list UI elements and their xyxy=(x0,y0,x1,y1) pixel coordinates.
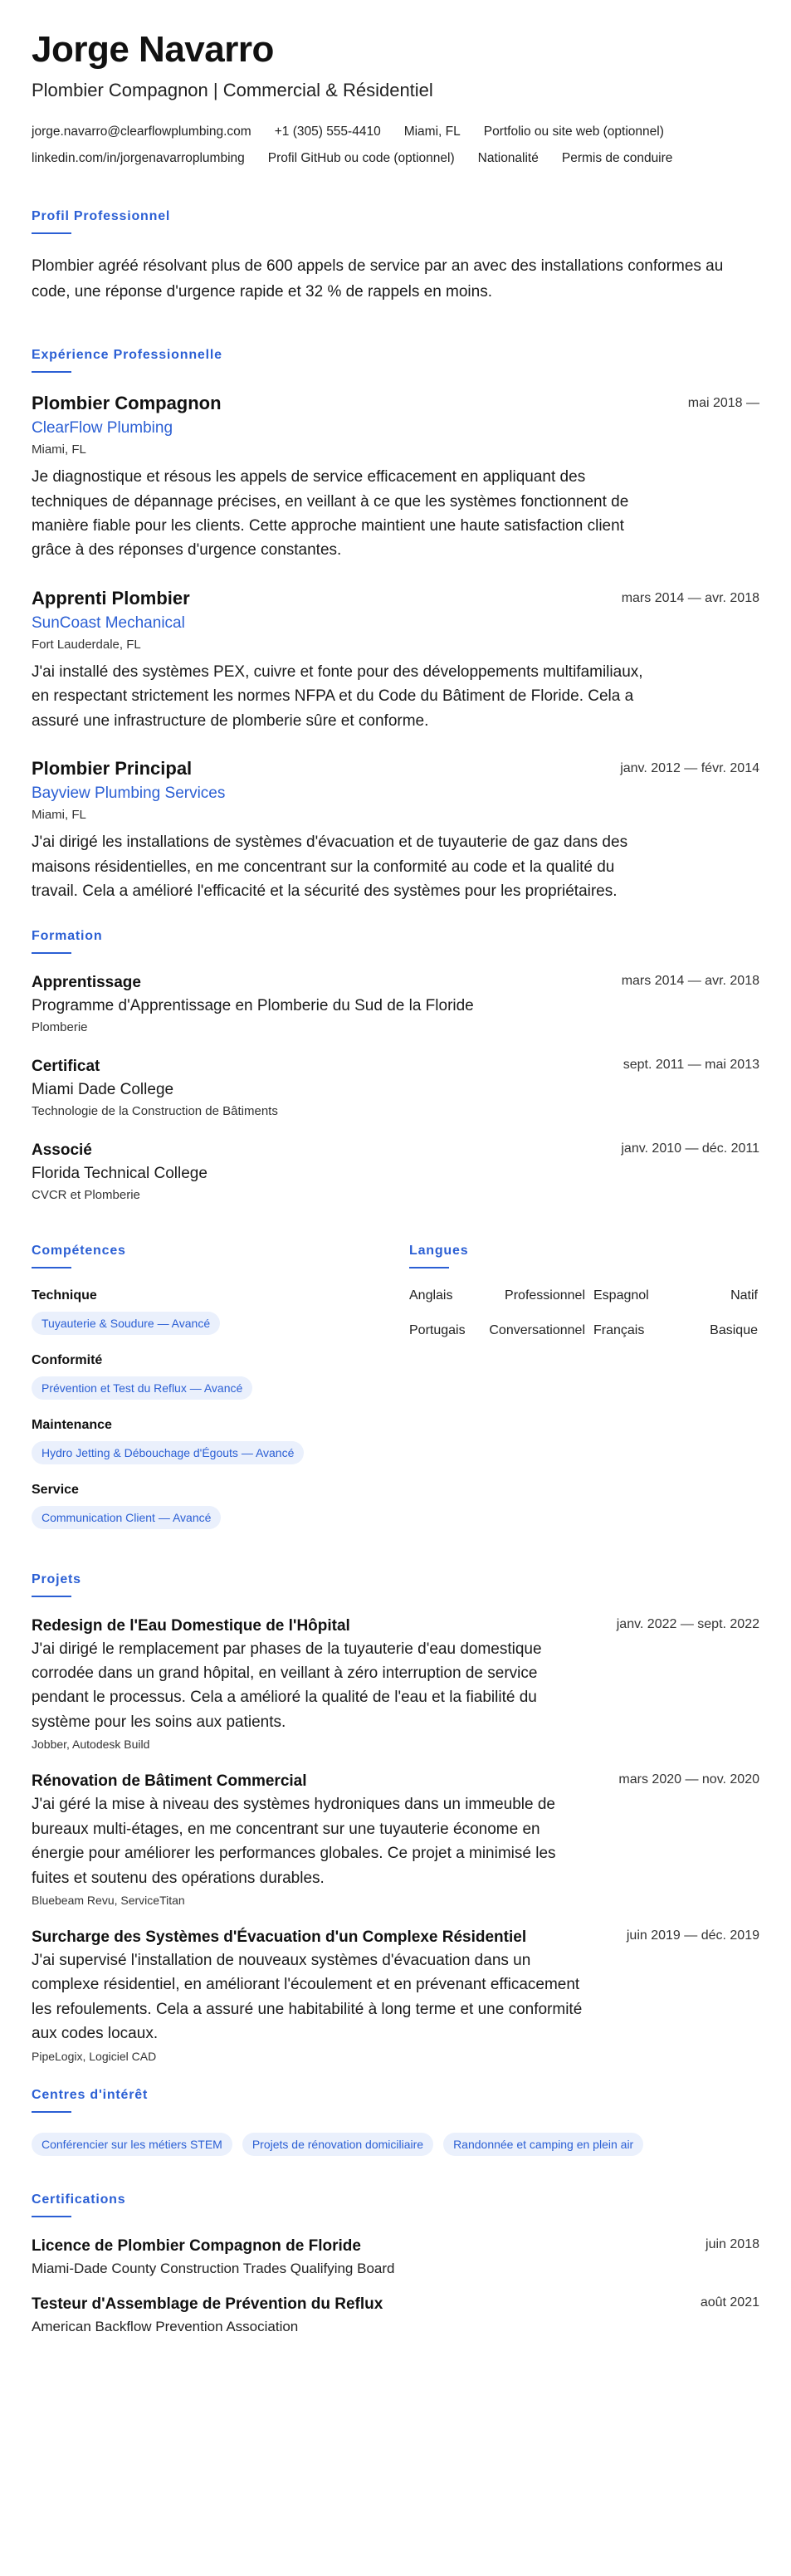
section-title-profile: Profil Professionnel xyxy=(32,209,171,224)
interest-tag: Projets de rénovation domiciliaire xyxy=(242,2133,433,2156)
section-divider xyxy=(32,2216,71,2217)
skill-group xyxy=(32,1288,409,1335)
contact-github[interactable]: Profil GitHub ou code (optionnel) xyxy=(267,151,455,166)
project-name: Surcharge des Systèmes d'Évacuation d'un Complexe Résidentiel xyxy=(32,1928,527,1947)
certification-name: Testeur d'Assemblage de Prévention du Reflux xyxy=(32,2295,383,2313)
language-level: Natif xyxy=(730,1288,758,1303)
certifications-section xyxy=(32,2192,759,2335)
experience-item xyxy=(32,758,759,903)
school-name: Programme d'Apprentissage en Plomberie du Sud de la Floride xyxy=(32,996,474,1014)
job-description: J'ai installé des systèmes PEX, cuivre et fonte pour des développements multifamiliaux, en respectant strictement les normes NFPA et du Code du Bâtiment de Floride. Cela a assuré une infrastructure de plomberie sûre et conforme. xyxy=(32,662,643,730)
skill-group xyxy=(32,1483,409,1529)
candidate-name: Jorge Navarro xyxy=(32,29,274,70)
contact-phone[interactable]: +1 (305) 555-4410 xyxy=(274,125,381,139)
section-divider xyxy=(32,1267,71,1268)
job-location: Miami, FL xyxy=(32,442,86,457)
job-title: Plombier Principal xyxy=(32,758,193,780)
certification-item xyxy=(32,2295,759,2335)
school-name: Miami Dade College xyxy=(32,1080,174,1098)
degree: Apprentissage xyxy=(32,973,141,991)
profile-summary: Plombier agréé résolvant plus de 600 appels de service par an avec des installations conformes au code, une réponse d'urgence rapide et 32 % de rappels en moins. xyxy=(32,257,724,301)
section-divider xyxy=(32,232,71,234)
section-divider xyxy=(32,952,71,954)
skill-tag: Tuyauterie & Soudure — Avancé xyxy=(32,1312,220,1335)
project-description: J'ai supervisé l'installation de nouveaux systèmes d'évacuation dans un complexe résidentiel, en améliorant l'écoulement et en prévenant efficacement les refoulements. Cela a assuré une habitabilité à long terme et une conformité aux codes locaux. xyxy=(32,1952,583,2043)
section-title-interests: Centres d'intérêt xyxy=(32,2087,149,2102)
interest-list xyxy=(32,2133,759,2156)
experience-section xyxy=(32,348,759,903)
job-dates: janv. 2012 — févr. 2014 xyxy=(620,761,759,776)
job-title: Apprenti Plombier xyxy=(32,587,190,609)
field-of-study: Technologie de la Construction de Bâtiments xyxy=(32,1103,278,1118)
section-title-education: Formation xyxy=(32,928,103,943)
education-section xyxy=(32,929,759,1202)
education-item xyxy=(32,1058,759,1118)
language-name: Anglais xyxy=(409,1288,453,1303)
section-title-experience: Expérience Professionnelle xyxy=(32,348,222,363)
contact-list xyxy=(32,125,759,166)
education-dates: mars 2014 — avr. 2018 xyxy=(621,973,759,988)
certification-name: Licence de Plombier Compagnon de Floride xyxy=(32,2236,361,2255)
skill-category: Maintenance xyxy=(32,1417,112,1432)
education-item xyxy=(32,974,759,1034)
interest-tag: Conférencier sur les métiers STEM xyxy=(32,2133,232,2156)
experience-item xyxy=(32,393,759,563)
section-divider xyxy=(32,2111,71,2113)
project-tools: Bluebeam Revu, ServiceTitan xyxy=(32,1894,185,1908)
project-name: Redesign de l'Eau Domestique de l'Hôpital xyxy=(32,1616,350,1635)
education-dates: janv. 2010 — déc. 2011 xyxy=(621,1141,759,1156)
language-list xyxy=(409,1288,758,1338)
project-item xyxy=(32,1617,759,1752)
language-name: Portugais xyxy=(409,1322,466,1337)
skill-category: Service xyxy=(32,1482,79,1497)
languages-column xyxy=(409,1225,758,1547)
school-name: Florida Technical College xyxy=(32,1164,208,1182)
contact-driving-license: Permis de conduire xyxy=(561,151,673,166)
job-description: J'ai dirigé les installations de systèmes d'évacuation et de tuyauterie de gaz dans des maisons résidentielles, en me concentrant sur la conformité au code et la qualité du travail. Cela a amélioré l'efficacité et la sécurité des systèmes pour les propriétaires. xyxy=(32,833,628,901)
section-title-languages: Langues xyxy=(409,1243,469,1258)
certification-item xyxy=(32,2237,759,2277)
projects-section xyxy=(32,1572,759,2063)
job-title: Plombier Compagnon xyxy=(32,393,222,414)
project-dates: mars 2020 — nov. 2020 xyxy=(618,1772,759,1787)
interests-section xyxy=(32,2088,759,2156)
language-level: Professionnel xyxy=(505,1288,585,1303)
profile-section xyxy=(32,209,759,305)
skill-tag: Communication Client — Avancé xyxy=(32,1506,221,1529)
language-level: Conversationnel xyxy=(489,1322,585,1337)
company-name: ClearFlow Plumbing xyxy=(32,419,173,437)
project-item xyxy=(32,1928,759,2063)
degree: Certificat xyxy=(32,1057,100,1075)
job-dates: mai 2018 — xyxy=(687,396,759,411)
candidate-headline: Plombier Compagnon | Commercial & Résidentiel xyxy=(32,80,433,101)
company-name: Bayview Plumbing Services xyxy=(32,785,226,803)
resume-header xyxy=(32,30,759,166)
language-name: Français xyxy=(593,1322,645,1337)
section-title-skills: Compétences xyxy=(32,1243,126,1258)
company-name: SunCoast Mechanical xyxy=(32,613,185,632)
project-item xyxy=(32,1772,759,1907)
section-title-projects: Projets xyxy=(32,1572,81,1586)
project-dates: juin 2019 — déc. 2019 xyxy=(626,1928,759,1943)
project-name: Rénovation de Bâtiment Commercial xyxy=(32,1772,307,1791)
project-description: J'ai géré la mise à niveau des systèmes hydroniques dans un immeuble de bureaux multi-étages, en me concentrant sur une tuyauterie économe en énergie pour améliorer les performances globales. Ce projet a minimisé les fuites et soutenu des opérations durables. xyxy=(32,1796,556,1887)
section-title-certifications: Certifications xyxy=(32,2192,126,2207)
job-dates: mars 2014 — avr. 2018 xyxy=(621,590,759,605)
field-of-study: Plomberie xyxy=(32,1019,88,1034)
interest-tag: Randonnée et camping en plein air xyxy=(443,2133,643,2156)
field-of-study: CVCR et Plomberie xyxy=(32,1187,140,1202)
skill-category: Technique xyxy=(32,1288,97,1303)
project-tools: PipeLogix, Logiciel CAD xyxy=(32,2049,157,2063)
certification-date: août 2021 xyxy=(700,2295,759,2310)
contact-portfolio[interactable]: Portfolio ou site web (optionnel) xyxy=(483,125,664,139)
certification-date: juin 2018 xyxy=(706,2236,759,2251)
job-location: Fort Lauderdale, FL xyxy=(32,637,141,652)
job-description: Je diagnostique et résous les appels de service efficacement en appliquant des techniques de dépannage précises, en veillant à ce que les systèmes fonctionnent de manière fiable pour les clients. Cette approche maintient une haute satisfaction client grâce à des réponses d'urgence constantes. xyxy=(32,468,629,560)
certification-issuer: Miami-Dade County Construction Trades Qualifying Board xyxy=(32,2260,395,2276)
certification-issuer: American Backflow Prevention Association xyxy=(32,2318,299,2334)
language-name: Espagnol xyxy=(593,1288,649,1303)
project-dates: janv. 2022 — sept. 2022 xyxy=(616,1616,759,1631)
contact-nationality: Nationalité xyxy=(477,151,539,166)
education-dates: sept. 2011 — mai 2013 xyxy=(623,1057,759,1072)
skill-tag: Hydro Jetting & Débouchage d'Égouts — Avancé xyxy=(32,1441,304,1464)
skills-languages-section xyxy=(32,1225,759,1547)
skill-tag: Prévention et Test du Reflux — Avancé xyxy=(32,1376,252,1400)
contact-email[interactable]: jorge.navarro@clearflowplumbing.com xyxy=(32,125,251,139)
section-divider xyxy=(32,1596,71,1597)
contact-linkedin[interactable]: linkedin.com/in/jorgenavarroplumbing xyxy=(32,151,245,166)
section-divider xyxy=(32,371,71,373)
job-location: Miami, FL xyxy=(32,808,86,823)
project-description: J'ai dirigé le remplacement par phases de la tuyauterie d'eau domestique corrodée dans un grand hôpital, en veillant à zéro interruption de service pendant le processus. Cela a amélioré la qualité de l'eau et la fiabilité du système pour les soins aux patients. xyxy=(32,1640,542,1731)
language-level: Basique xyxy=(710,1322,758,1337)
skill-category: Conformité xyxy=(32,1352,103,1367)
section-divider xyxy=(409,1267,449,1268)
experience-item xyxy=(32,588,759,733)
skill-group xyxy=(32,1353,409,1400)
education-item xyxy=(32,1141,759,1202)
skills-column xyxy=(32,1225,409,1547)
project-tools: Jobber, Autodesk Build xyxy=(32,1738,150,1752)
contact-location: Miami, FL xyxy=(403,125,461,139)
degree: Associé xyxy=(32,1141,92,1159)
skill-group xyxy=(32,1418,409,1464)
